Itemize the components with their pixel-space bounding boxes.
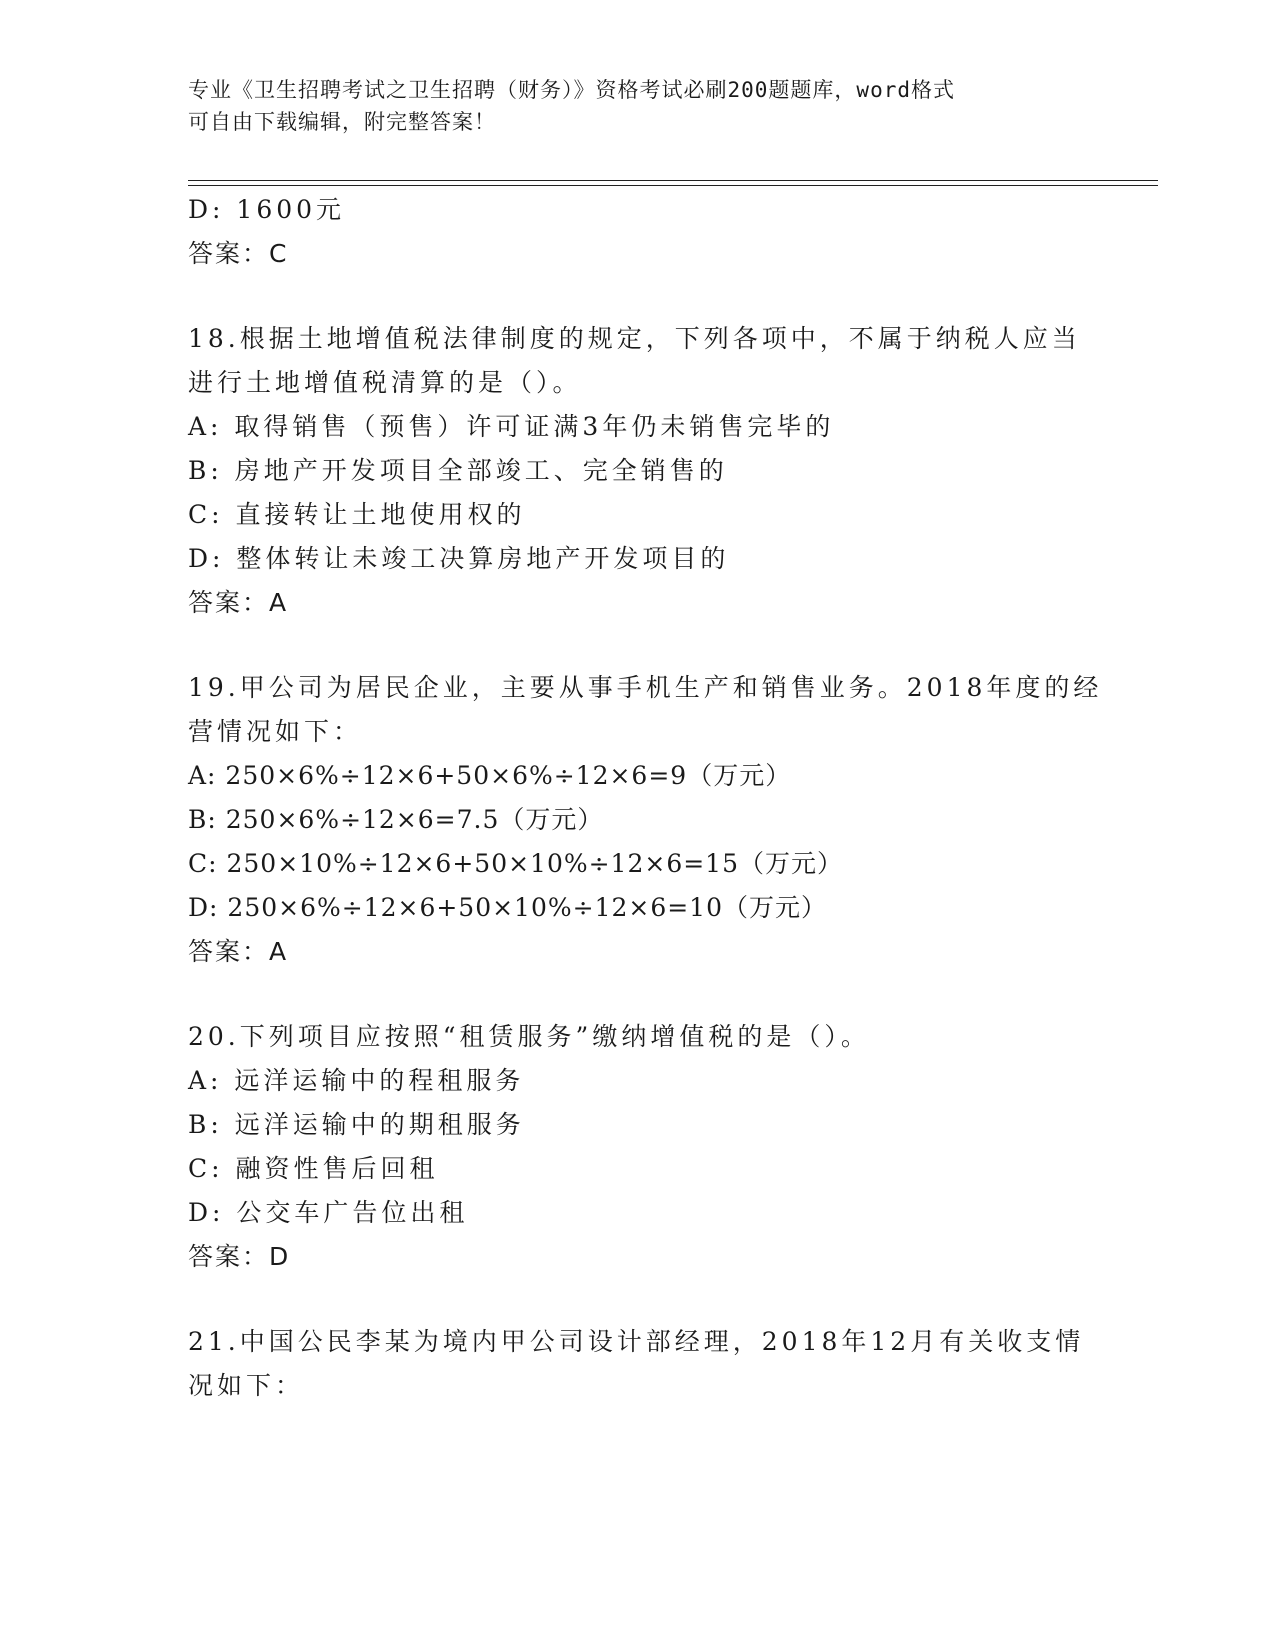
- document-header: [188, 74, 1088, 138]
- q20-option-c: C: 融资性售后回租: [188, 1154, 439, 1183]
- q20-option-d: D: 公交车广告位出租: [188, 1198, 469, 1227]
- header-line-1: 专业《卫生招聘考试之卫生招聘（财务）》资格考试必刷200题题库，word格式: [188, 78, 955, 102]
- q18-answer: 答案：A: [188, 588, 289, 617]
- header-divider-top: [188, 180, 1158, 181]
- q19-option-b: B: 250×6%÷12×6=7.5（万元）: [188, 805, 604, 834]
- prev-answer: 答案：C: [188, 239, 289, 268]
- q18-option-a: A: 取得销售（预售）许可证满3年仍未销售完毕的: [188, 412, 835, 441]
- q20-answer: 答案：D: [188, 1242, 291, 1271]
- q20-option-b: B: 远洋运输中的期租服务: [188, 1110, 525, 1139]
- q19-stem-line-1: 19.甲公司为居民企业，主要从事手机生产和销售业务。2018年度的经: [188, 673, 1103, 702]
- q19-answer: 答案：A: [188, 937, 289, 966]
- prev-option-d: D: 1600元: [188, 195, 346, 224]
- q19-option-d: D: 250×6%÷12×6+50×10%÷12×6=10（万元）: [188, 893, 827, 922]
- q21-stem-line-1: 21.中国公民李某为境内甲公司设计部经理，2018年12月有关收支情: [188, 1327, 1085, 1356]
- q19-option-c: C: 250×10%÷12×6+50×10%÷12×6=15（万元）: [188, 849, 843, 878]
- header-divider-bottom: [188, 185, 1158, 186]
- q18-stem-line-1: 18.根据土地增值税法律制度的规定，下列各项中，不属于纳税人应当: [188, 324, 1081, 353]
- q18-stem-line-2: 进行土地增值税清算的是（）。: [188, 368, 582, 397]
- q18-option-c: C: 直接转让土地使用权的: [188, 500, 526, 529]
- q20-stem-line-1: 20.下列项目应按照“租赁服务”缴纳增值税的是（）。: [188, 1022, 870, 1051]
- header-line-2: 可自由下载编辑，附完整答案！: [188, 110, 496, 134]
- q20-option-a: A: 远洋运输中的程租服务: [188, 1066, 525, 1095]
- q18-option-b: B: 房地产开发项目全部竣工、完全销售的: [188, 456, 728, 485]
- q21-stem-line-2: 况如下：: [188, 1371, 305, 1400]
- q18-option-d: D: 整体转让未竣工决算房地产开发项目的: [188, 544, 730, 573]
- q19-option-a: A: 250×6%÷12×6+50×6%÷12×6=9（万元）: [188, 761, 792, 790]
- q19-stem-line-2: 营情况如下：: [188, 717, 363, 746]
